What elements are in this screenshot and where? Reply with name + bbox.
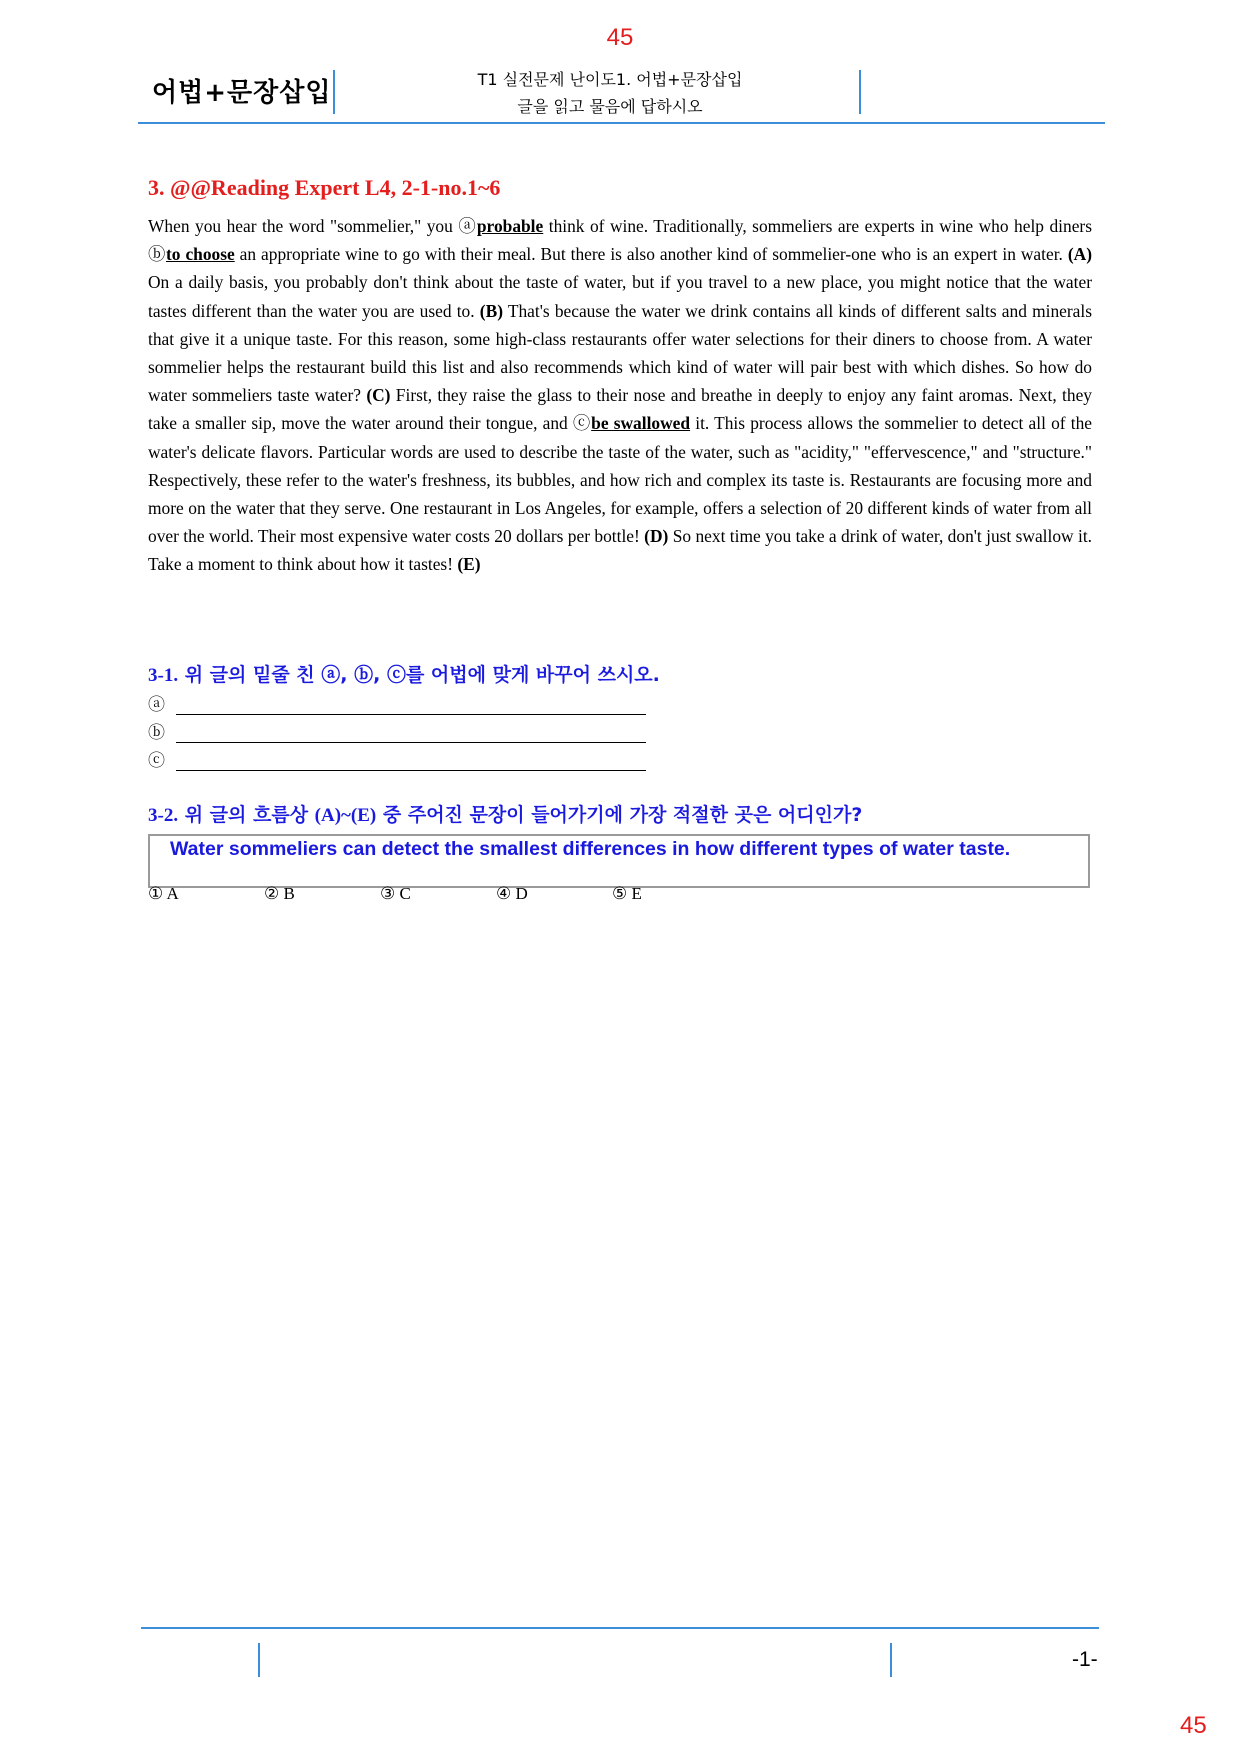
sub-question-2-title: 3-2. 위 글의 흐름상 (A)~(E) 중 주어진 문장이 들어가기에 가장 적절한 곳은 어디인가? bbox=[148, 804, 863, 826]
header-subtitle-line1: T1 실전문제 난이도1. 어법+문장삽입 bbox=[477, 70, 743, 89]
question-title: 3. @@Reading Expert L4, 2-1-no.1~6 bbox=[148, 175, 501, 200]
underlined-a: probable bbox=[476, 216, 544, 236]
option-5[interactable]: ⑤ E bbox=[612, 884, 642, 903]
footer-page-number: -1- bbox=[1072, 1648, 1098, 1671]
answer-options bbox=[148, 884, 728, 904]
option-4[interactable]: ④ D bbox=[496, 884, 528, 903]
given-sentence-box bbox=[148, 834, 1090, 888]
header-subtitle-line2: 글을 읽고 물음에 답하시오 bbox=[517, 97, 703, 116]
mark-c: ⓒ bbox=[572, 413, 592, 434]
option-1[interactable]: ① A bbox=[148, 884, 179, 903]
insert-marker-d: (D) bbox=[644, 526, 669, 547]
insert-marker-a: (A) bbox=[1067, 244, 1092, 265]
header-title: 어법+문장삽입 bbox=[152, 78, 332, 108]
insert-marker-c: (C) bbox=[366, 385, 391, 406]
underlined-b: to choose bbox=[166, 244, 235, 265]
given-sentence: Water sommeliers can detect the smallest differences in how different types of water taste. bbox=[170, 838, 1011, 860]
top-page-number: 45 bbox=[606, 24, 634, 51]
answer-blank-a[interactable] bbox=[176, 696, 646, 715]
header-rule bbox=[138, 122, 1105, 124]
footer-rule bbox=[141, 1627, 1099, 1629]
header-divider-left bbox=[333, 70, 335, 114]
reading-passage: When you hear the word "sommelier," you ⓐprobable think of wine. Traditionally, sommeliers are experts in wine who help diners ⓑto choose an appropriate wine to go with their meal. But there is also another kind of sommelier-one who is an expert in water. (A) On a daily basis, you probably don't think about the taste of water, but if you travel to a new place, you might notice that the water tastes different than the water you are used to. (B) That's because the water we drink contains all kinds of different salts and minerals that give it a unique taste. For this reason, some high-class restaurants offer water selections for their diners to choose from. A water sommelier helps the restaurant build this list and also recommends which kind of water will pair best with which dishes. So how do water sommeliers taste water? (C) First, they raise the glass to their nose and breathe in deeply to enjoy any faint aromas. Next, they take a smaller sip, move the water around their tongue, and ⓒbe swallowed it. This process allows the sommelier to detect all of the water's delicate flavors. Particular words are used to describe the taste of the water, such as "acidity," "effervescence," and "structure." Respectively, these refer to the water's freshness, its bubbles, and how rich and complex its taste is. Restaurants are focusing more and more on the water that they serve. One restaurant in Los Angeles, for example, offers a selection of 20 different kinds of water from all over the world. Their most expensive water costs 20 dollars per bottle! (D) So next time you take a drink of water, don't just swallow it. Take a moment to think about how it tastes! (E) bbox=[148, 216, 1092, 575]
answer-line-a[interactable]: ⓐ bbox=[148, 690, 646, 715]
answer-blank-c[interactable] bbox=[176, 752, 646, 771]
insert-marker-e: (E) bbox=[457, 554, 481, 575]
insert-marker-b: (B) bbox=[479, 300, 503, 321]
underlined-c: be swallowed bbox=[591, 413, 691, 434]
mark-a: ⓐ bbox=[458, 216, 477, 236]
header-divider-right bbox=[859, 70, 861, 114]
answer-line-b[interactable]: ⓑ bbox=[148, 718, 646, 743]
option-2[interactable]: ② B bbox=[264, 884, 295, 903]
mark-b: ⓑ bbox=[148, 244, 166, 265]
footer-divider-left bbox=[258, 1643, 260, 1677]
option-3[interactable]: ③ C bbox=[380, 884, 411, 903]
answer-line-c[interactable]: ⓒ bbox=[148, 746, 646, 771]
answer-blank-b[interactable] bbox=[176, 724, 646, 743]
sub-question-1-title: 3-1. 위 글의 밑줄 친 ⓐ, ⓑ, ⓒ를 어법에 맞게 바꾸어 쓰시오. bbox=[148, 664, 660, 686]
bottom-page-number: 45 bbox=[1180, 1712, 1207, 1739]
footer-divider-right bbox=[890, 1643, 892, 1677]
